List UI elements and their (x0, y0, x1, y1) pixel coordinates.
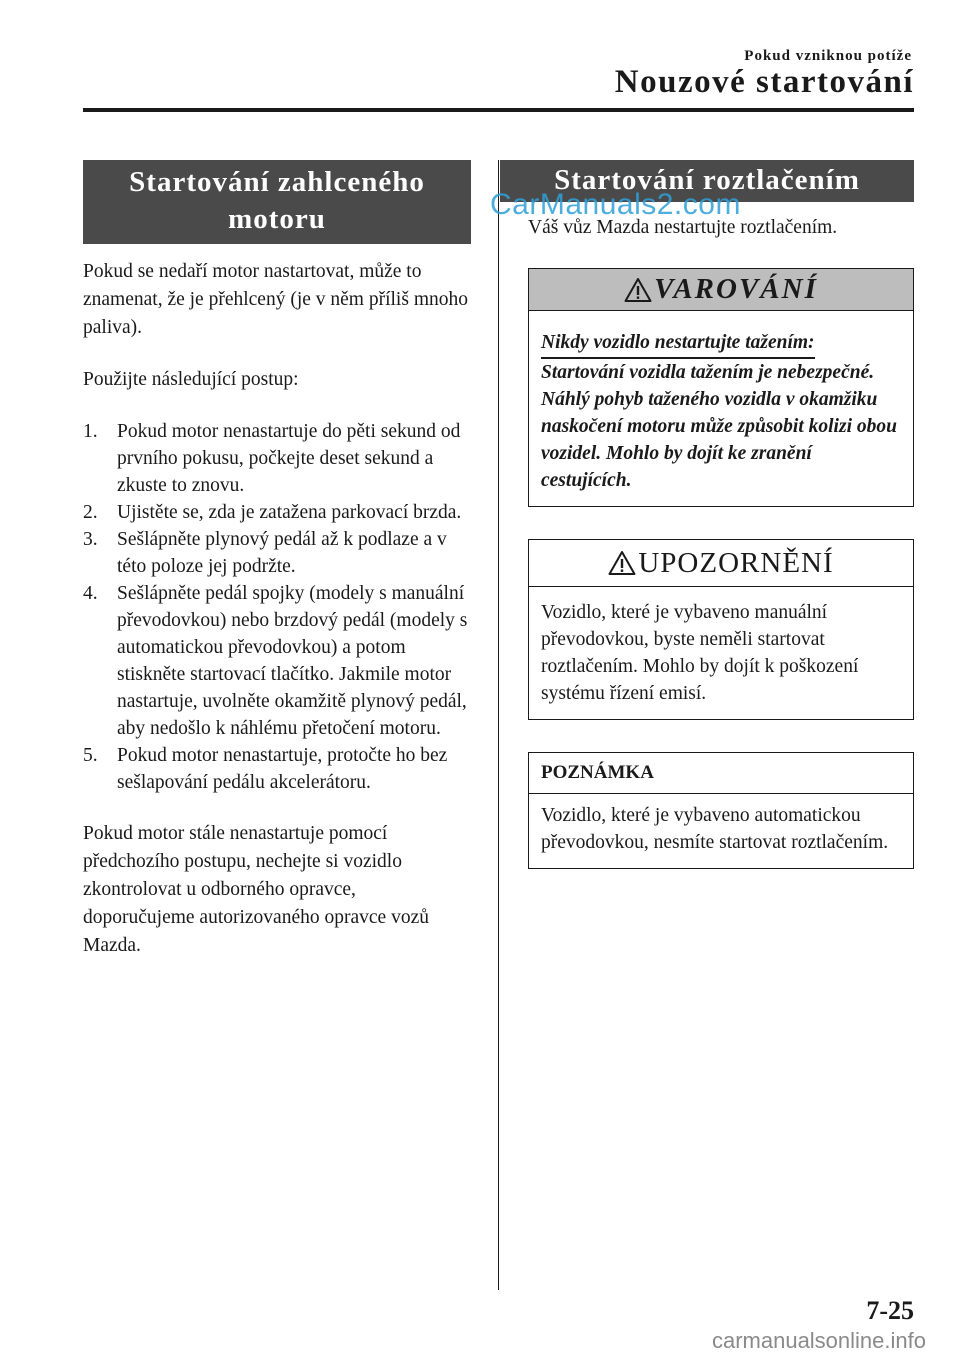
chapter-subtitle: Pokud vzniknou potíže (744, 48, 912, 64)
section-heading-line-1: Startování zahlceného (129, 166, 425, 198)
footer-site-link[interactable]: carmanualsonline.info (711, 1328, 926, 1353)
warning-triangle-icon (624, 277, 652, 303)
step-number: 3. (83, 529, 98, 550)
warning-title: VAROVÁNÍ (654, 273, 818, 305)
column-divider (498, 160, 499, 1290)
section-heading-push-start: Startování roztlačením (500, 160, 914, 202)
warning-triangle-icon (608, 550, 636, 576)
list-item (83, 742, 471, 796)
section-heading-line-2: motoru (228, 203, 326, 235)
list-item (83, 526, 471, 580)
caution-header (529, 540, 913, 586)
step-text: Pokud motor nenastartuje do pěti sekund od prvního pokusu, počkejte deset sekund a zkuste to znovu. (117, 421, 461, 496)
step-number: 4. (83, 583, 98, 604)
caution-title: UPOZORNĚNÍ (638, 546, 834, 579)
caution-box (528, 539, 914, 720)
warning-text: Startování vozidla tažením je nebezpečné. Náhlý pohyb taženého vozidla v okamžiku naskočení motoru může způsobit kolizi obou vozidel. Mohlo by dojít ke zranění cestujících. (541, 362, 897, 491)
warning-box (528, 268, 914, 507)
step-text: Pokud motor nenastartuje, protočte ho bez sešlapování pedálu akcelerátoru. (117, 745, 448, 793)
list-item (83, 580, 471, 742)
intro-paragraph: Pokud se nedaří motor nastartovat, může to znamenat, že je přehlcený (je v něm příliš mnoho paliva). (83, 261, 468, 338)
warning-body (529, 311, 913, 506)
watermark-text: CarManuals2.com (490, 188, 741, 221)
note-title: POZNÁMKA (529, 753, 913, 794)
section-heading-flooded-engine (83, 160, 471, 244)
procedure-label: Použijte následující postup: (83, 369, 299, 390)
caution-body: Vozidlo, které je vybaveno manuální převodovkou, byste neměli startovat roztlačením. Mohlo by dojít k poškození systému řízení emisí. (529, 586, 913, 719)
note-box (528, 752, 914, 869)
left-column (83, 160, 471, 960)
push-start-intro: Váš vůz Mazda nestartujte roztlačením. (528, 217, 838, 238)
warning-header (529, 269, 913, 311)
step-number: 5. (83, 745, 98, 766)
step-text: Sešlápněte pedál spojky (modely s manuální převodovkou) nebo brzdový pedál (modely s automatickou převodovkou) a potom stiskněte startovací tlačítko. Jakmile motor nastartuje, uvolněte okamžitě plynový pedál, aby nedošlo k náhlému přetočení motoru. (117, 583, 468, 739)
right-column (528, 160, 914, 869)
step-number: 1. (83, 421, 98, 442)
page-number: 7-25 (866, 1296, 914, 1325)
step-number: 2. (83, 502, 98, 523)
note-body: Vozidlo, které je vybaveno automatickou převodovkou, nesmíte startovat roztlačením. (541, 805, 889, 853)
list-item (83, 418, 471, 499)
chapter-title: Nouzové startování (614, 64, 914, 100)
warning-lead: Nikdy vozidlo nestartujte tažením: (541, 329, 815, 359)
step-text: Sešlápněte plynový pedál až k podlaze a v této poloze jej podržte. (117, 529, 447, 577)
procedure-steps (83, 418, 471, 796)
header-rule (83, 108, 914, 112)
list-item (83, 499, 471, 526)
step-text: Ujistěte se, zda je zatažena parkovací brzda. (117, 502, 462, 523)
closing-paragraph: Pokud motor stále nenastartuje pomocí předchozího postupu, nechejte si vozidlo zkontrolovat u odborného opravce, doporučujeme autorizovaného opravce vozů Mazda. (83, 823, 429, 956)
